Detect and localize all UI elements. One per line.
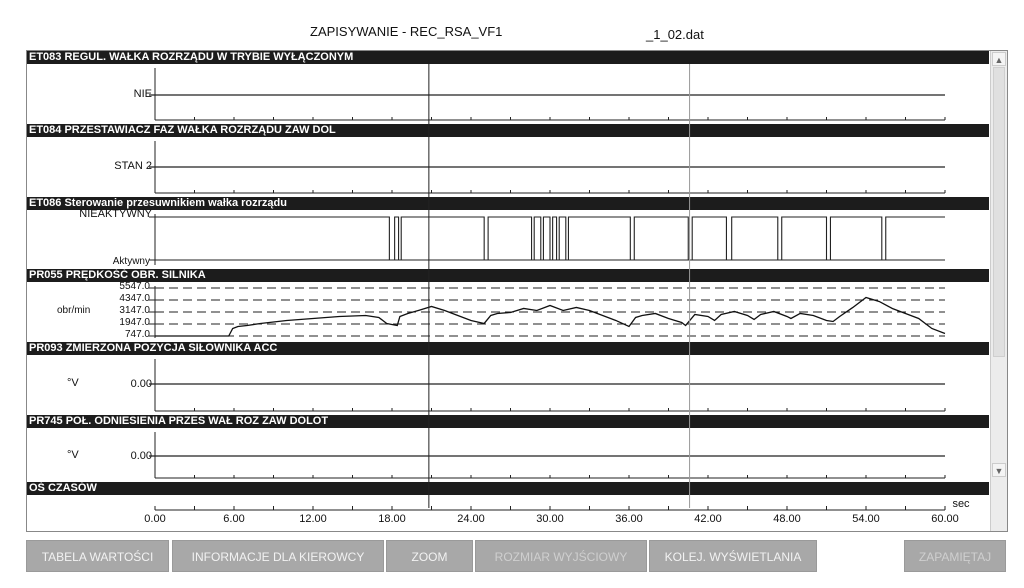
bottom-toolbar: [26, 540, 1006, 572]
zoom-button[interactable]: ZOOM: [386, 540, 473, 572]
scroll-down-icon[interactable]: ▼: [992, 463, 1006, 477]
time-tick-label: 0.00: [144, 513, 166, 525]
original-size-button[interactable]: ROZMIAR WYJŚCIOWY: [475, 540, 647, 572]
pr055-unit: obr/min: [57, 305, 91, 316]
et086-label-high: NIEAKTYWNY: [79, 208, 152, 220]
time-tick-label: 60.00: [931, 513, 959, 525]
pr055-tick-1: 4347.0: [119, 293, 150, 304]
vertical-scrollbar[interactable]: [990, 51, 1007, 531]
pr745-unit: °V: [67, 449, 79, 461]
time-tick-label: 18.00: [378, 513, 406, 525]
pr055-tick-2: 3147.0: [119, 305, 150, 316]
time-tick-label: 54.00: [852, 513, 880, 525]
channel-header-pr093: PR093 ZMIERZONA POZYCJA SIŁOWNIKA ACC: [27, 342, 989, 355]
pr093-unit: °V: [67, 377, 79, 389]
channel-header-pr055: PR055 PRĘDKOŚĆ OBR. SILNIKA: [27, 269, 989, 282]
driver-info-button[interactable]: INFORMACJE DLA KIEROWCY: [172, 540, 384, 572]
time-tick-label: 6.00: [223, 513, 245, 525]
title-left: ZAPISYWANIE - REC_RSA_VF1: [310, 24, 503, 39]
pr745-value-label: 0.00: [130, 450, 152, 462]
time-tick-label: 30.00: [536, 513, 564, 525]
et086-label-low: Aktywny: [112, 256, 150, 267]
et086-signal-trace: [155, 217, 945, 260]
pr055-tick-4: 747.0: [124, 329, 150, 340]
display-order-button[interactable]: KOLEJ. WYŚWIETLANIA: [649, 540, 817, 572]
time-tick-label: 12.00: [299, 513, 327, 525]
recording-panel: [26, 50, 1008, 532]
time-tick-label: 48.00: [773, 513, 801, 525]
channel-header-et083: ET083 REGUL. WAŁKA ROZRZĄDU W TRYBIE WYŁĄCZONYM: [27, 51, 989, 64]
save-button[interactable]: ZAPAMIĘTAJ: [904, 540, 1006, 572]
scroll-up-icon[interactable]: ▲: [992, 52, 1006, 66]
time-axis-header: OŚ CZASÓW: [27, 482, 989, 495]
time-tick-label: 42.00: [694, 513, 722, 525]
time-tick-label: 36.00: [615, 513, 643, 525]
pr093-value-label: 0.00: [130, 378, 152, 390]
channel-header-et086: ET086 Sterowanie przesuwnikiem wałka rozrządu: [27, 197, 989, 210]
table-values-button[interactable]: TABELA WARTOŚCI: [26, 540, 169, 572]
time-tick-label: 24.00: [457, 513, 485, 525]
rpm-trace: [155, 297, 945, 336]
title-right: _1_02.dat: [646, 27, 704, 42]
et084-value-label: STAN 2: [114, 160, 152, 172]
time-unit-label: sec: [952, 498, 970, 510]
pr055-tick-3: 1947.0: [119, 317, 150, 328]
et083-value-label: NIE: [133, 88, 152, 100]
signal-plot: [27, 51, 989, 531]
channel-header-et084: ET084 PRZESTAWIACZ FAZ WAŁKA ROZRZĄDU ZAW DOL: [27, 124, 989, 137]
scroll-thumb[interactable]: [993, 67, 1005, 357]
pr055-tick-0: 5547.0: [119, 281, 150, 292]
channel-header-pr745: PR745 POŁ. ODNIESIENIA PRZES WAŁ ROZ ZAW DOLOT: [27, 415, 989, 428]
